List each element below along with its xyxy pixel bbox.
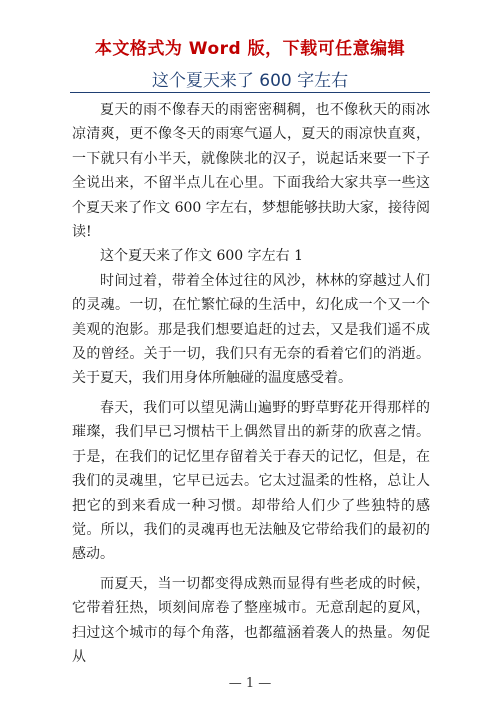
paragraph-subheading: 这个夏天来了作文 600 字左右 1 bbox=[100, 248, 303, 265]
paragraph-time: 时间过着，带着全体过往的风沙，林林的穿越过人们的灵魂。一切，在忙繁忙碌的生活中，幻化成一个又一个美观的泡影。那是我们想要追赶的过去，又是我们遥不成及的曾经。关于一切，我们只有无奈的看着它们的消逝。关于夏天，我们用身体所触碰的温度感受着。 bbox=[72, 272, 430, 387]
title-underline bbox=[70, 92, 430, 93]
page-number: — 1 — bbox=[228, 676, 272, 691]
document-body bbox=[72, 98, 430, 669]
document-title: 这个夏天来了 600 字左右 bbox=[151, 71, 349, 91]
paragraph-spring: 春天，我们可以望见满山遍野的野草野花开得那样的璀璨，我们早已习惯枯干上偶然冒出的新芽的欣喜之情。于是，在我们的记忆里存留着关于春天的记忆，但是，在我们的灵魂里，它早已远去。它太过温柔的性格，总让人把它的到来看成一种习惯。却带给人们少了些独特的感觉。所以，我们的灵魂再也无法触及它带给我们的最初的感动。 bbox=[72, 399, 430, 563]
word-format-notice: 本文格式为 Word 版，下载可任意编辑 bbox=[94, 39, 406, 59]
paragraph-intro: 夏天的雨不像春天的雨密密稠稠，也不像秋天的雨冰凉清爽，更不像冬天的雨寒气逼人，夏天的雨凉快直爽，一下就只有小半天，就像陕北的汉子，说起话来要一下子全说出来，不留半点儿在心里。下面我给大家共享一些这个夏天来了作文 600 字左右，梦想能够扶助大家，接待阅读! bbox=[72, 102, 430, 241]
paragraph-summer: 而夏天，当一切都变得成熟而显得有些老成的时候，它带着狂热，顷刻间席卷了整座城市。无意刮起的夏风，扫过这个城市的每个角落，也都蕴涵着袭人的热量。匆促从 bbox=[72, 575, 430, 665]
